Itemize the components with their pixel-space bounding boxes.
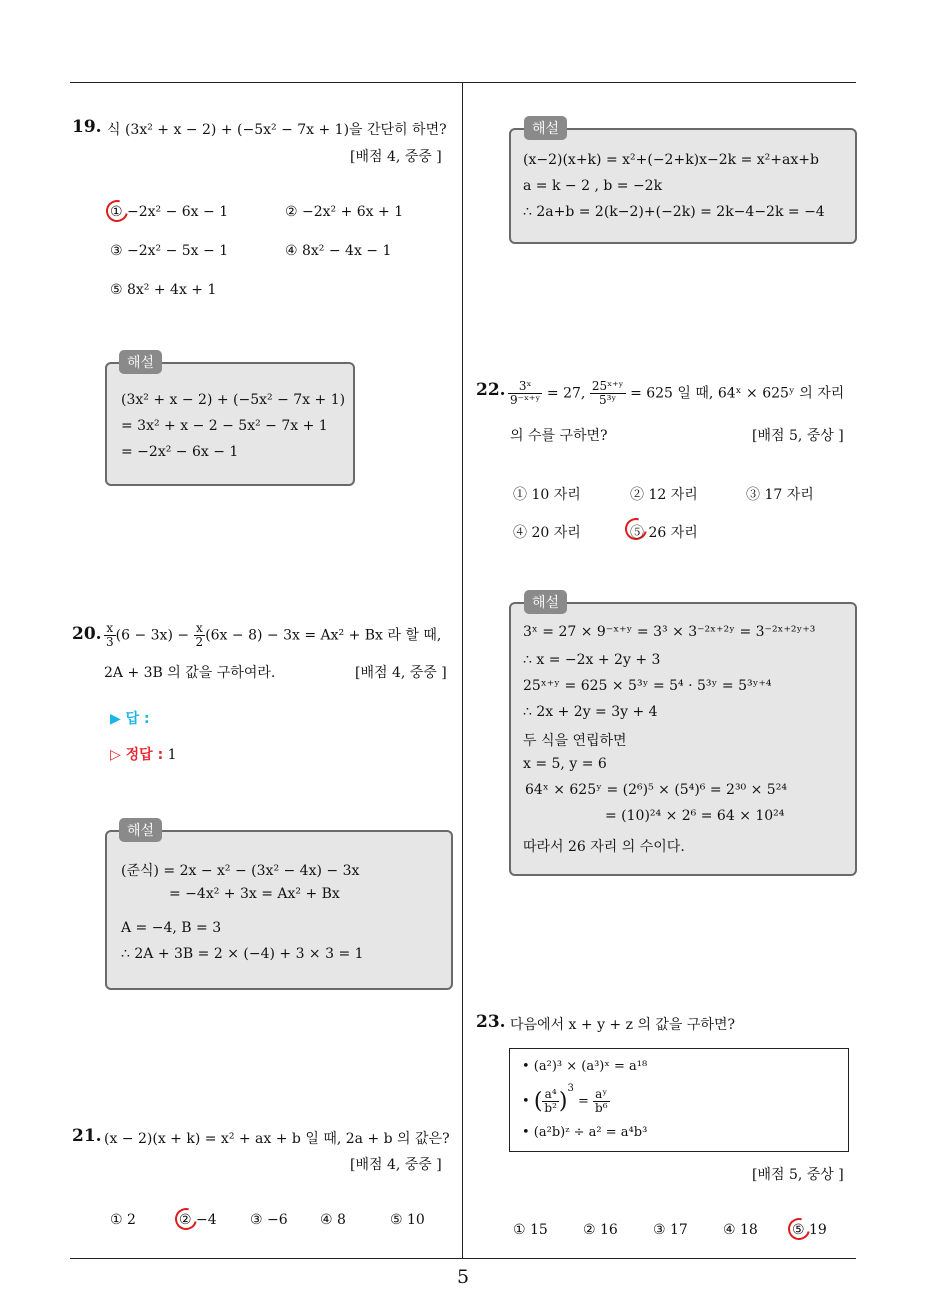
q22-question-line2: 의 수를 구하면? <box>510 428 608 444</box>
q19-sol-line-2: = 3x² + x − 2 − 5x² − 7x + 1 <box>121 418 328 434</box>
page-number: 5 <box>456 1266 470 1288</box>
q23-condition-box <box>509 1048 849 1152</box>
q22-option-2[interactable]: ② 12 자리 <box>630 487 698 503</box>
q19-option-2[interactable]: ② −2x² + 6x + 1 <box>285 204 404 220</box>
q23-condition-2: • ( $\frac{\text{a⁴}}{\text{b²}}$ )$^3$ = $\frac{\text{aʸ}}{\text{b⁶}}$ <box>522 1083 608 1115</box>
q22-solution-tag: 해설 <box>524 590 567 614</box>
q22-fraction-1: $\frac{\text{3ˣ}}{\text{9⁻ˣ⁺ʸ}}$ <box>510 379 541 408</box>
q20-sol-line-4: ∴ 2A + 3B = 2 × (−4) + 3 × 3 = 1 <box>121 946 364 962</box>
q22-sol-line-2: ∴ x = −2x + 2y + 3 <box>523 652 661 668</box>
q19-option-3[interactable]: ③ −2x² − 5x − 1 <box>110 243 229 259</box>
q23-condition-3: • (a²b)ᶻ ÷ a² = a⁴b³ <box>522 1125 648 1140</box>
q22-sol-line-9: 따라서 26 자리 의 수이다. <box>523 839 685 855</box>
q21-sol-line-1: (x−2)(x+k) = x²+(−2+k)x−2k = x²+ax+b <box>523 152 819 168</box>
q22-sol-line-5: 두 식을 연립하면 <box>523 733 627 749</box>
q20-solution-box <box>105 830 453 990</box>
q19-sol-line-3: = −2x² − 6x − 1 <box>121 444 239 460</box>
q21-sol-line-2: a = k − 2 , b = −2k <box>523 178 663 194</box>
q22-meta: [배점 5, 중상 ] <box>752 428 844 444</box>
q21-number: 21. <box>72 1126 102 1146</box>
q21-option-1[interactable]: ① 2 <box>110 1212 136 1228</box>
q20-correct-answer: ▷ 정답 : 1 <box>110 747 177 763</box>
q19-option-5[interactable]: ⑤ 8x² + 4x + 1 <box>110 282 217 298</box>
q19-number: 19. <box>72 117 102 137</box>
q21-option-4[interactable]: ④ 8 <box>320 1212 346 1228</box>
q19-meta: [배점 4, 중중 ] <box>350 149 442 165</box>
q22-option-4[interactable]: ④ 20 자리 <box>513 525 581 541</box>
q23-option-1[interactable]: ① 15 <box>513 1222 548 1238</box>
q22-number: 22. <box>476 380 506 400</box>
q22-sol-line-4: ∴ 2x + 2y = 3y + 4 <box>523 704 658 720</box>
q20-sol-line-3: A = −4, B = 3 <box>121 920 222 936</box>
q23-option-5[interactable]: ⑤ 19 <box>792 1222 827 1238</box>
top-rule <box>70 82 856 83</box>
q22-sol-line-1: 3ˣ = 27 × 9⁻ˣ⁺ʸ = 3³ × 3⁻²ˣ⁺²ʸ = 3⁻²ˣ⁺²ʸ⁺³ <box>523 624 816 640</box>
q20-meta: [배점 4, 중중 ] <box>355 665 447 681</box>
q23-number: 23. <box>476 1012 506 1032</box>
q22-solution-box <box>509 602 857 876</box>
q23-question: 다음에서 x + y + z 의 값을 구하면? <box>510 1017 735 1033</box>
q19-sol-line-1: (3x² + x − 2) + (−5x² − 7x + 1) <box>121 392 346 408</box>
q23-meta: [배점 5, 중상 ] <box>752 1167 844 1183</box>
q19-solution-tag: 해설 <box>119 350 162 374</box>
q22-sol-line-8: = (10)²⁴ × 2⁶ = 64 × 10²⁴ <box>605 808 785 824</box>
q21-option-2[interactable]: ② −4 <box>179 1212 217 1228</box>
q21-option-5[interactable]: ⑤ 10 <box>390 1212 425 1228</box>
q21-option-3[interactable]: ③ −6 <box>250 1212 288 1228</box>
q22-option-3[interactable]: ③ 17 자리 <box>746 487 814 503</box>
q22-sol-line-7: 64ˣ × 625ʸ = (2⁶)⁵ × (5⁴)⁶ = 2³⁰ × 5²⁴ <box>525 782 787 798</box>
q20-solution-tag: 해설 <box>119 818 162 842</box>
q21-question: (x − 2)(x + k) = x² + ax + b 일 때, 2a + b 의 값은? <box>104 1131 450 1147</box>
q20-number: 20. <box>72 624 102 644</box>
q19-solution-box <box>105 362 355 486</box>
q20-question: $\frac{x}{3}$ (6 − 3x) − $\frac{x}{2}$ (6x − 8) − 3x = Ax² + Bx 라 할 때, <box>106 621 442 650</box>
q20-fraction-1: $\frac{x}{3}$ <box>106 621 114 650</box>
q23-option-3[interactable]: ③ 17 <box>653 1222 688 1238</box>
q22-question: $\frac{\text{3ˣ}}{\text{9⁻ˣ⁺ʸ}}$ = 27, $\frac{\text{25ˣ⁺ʸ}}{\text{5³ʸ}}$ = 625 일 때, 64ˣ × 625ʸ 의 자리 <box>510 379 845 408</box>
q20-question-line2: 2A + 3B 의 값을 구하여라. <box>104 665 276 681</box>
q19-option-4[interactable]: ④ 8x² − 4x − 1 <box>285 243 392 259</box>
q22-sol-line-6: x = 5, y = 6 <box>523 756 607 772</box>
q23-option-2[interactable]: ② 16 <box>583 1222 618 1238</box>
q19-question: 식 (3x² + x − 2) + (−5x² − 7x + 1)을 간단히 하면? <box>107 122 447 138</box>
q20-sol-line-1: (준식) = 2x − x² − (3x² − 4x) − 3x <box>121 863 360 879</box>
q23-option-4[interactable]: ④ 18 <box>723 1222 758 1238</box>
q22-fraction-2: $\frac{\text{25ˣ⁺ʸ}}{\text{5³ʸ}}$ <box>591 379 624 408</box>
q20-fraction-2: $\frac{x}{2}$ <box>195 621 204 650</box>
q23-condition-1: • (a²)³ × (a³)ˣ = a¹⁸ <box>522 1059 648 1074</box>
q21-sol-line-3: ∴ 2a+b = 2(k−2)+(−2k) = 2k−4−2k = −4 <box>523 204 825 220</box>
column-divider <box>462 82 463 1258</box>
q22-sol-line-3: 25ˣ⁺ʸ = 625 × 5³ʸ = 5⁴ · 5³ʸ = 5³ʸ⁺⁴ <box>523 678 772 694</box>
q22-option-5[interactable]: ⑤ 26 자리 <box>630 525 698 541</box>
q20-answer-label: ▶ 답 : <box>110 711 150 727</box>
q22-option-1[interactable]: ① 10 자리 <box>513 487 581 503</box>
q21-meta: [배점 4, 중중 ] <box>350 1157 442 1173</box>
q21-solution-box <box>509 128 857 244</box>
bottom-rule <box>70 1258 856 1259</box>
q19-option-1[interactable]: ① −2x² − 6x − 1 <box>110 204 229 220</box>
q20-sol-line-2: = −4x² + 3x = Ax² + Bx <box>169 886 340 902</box>
q21-solution-tag: 해설 <box>524 116 567 140</box>
